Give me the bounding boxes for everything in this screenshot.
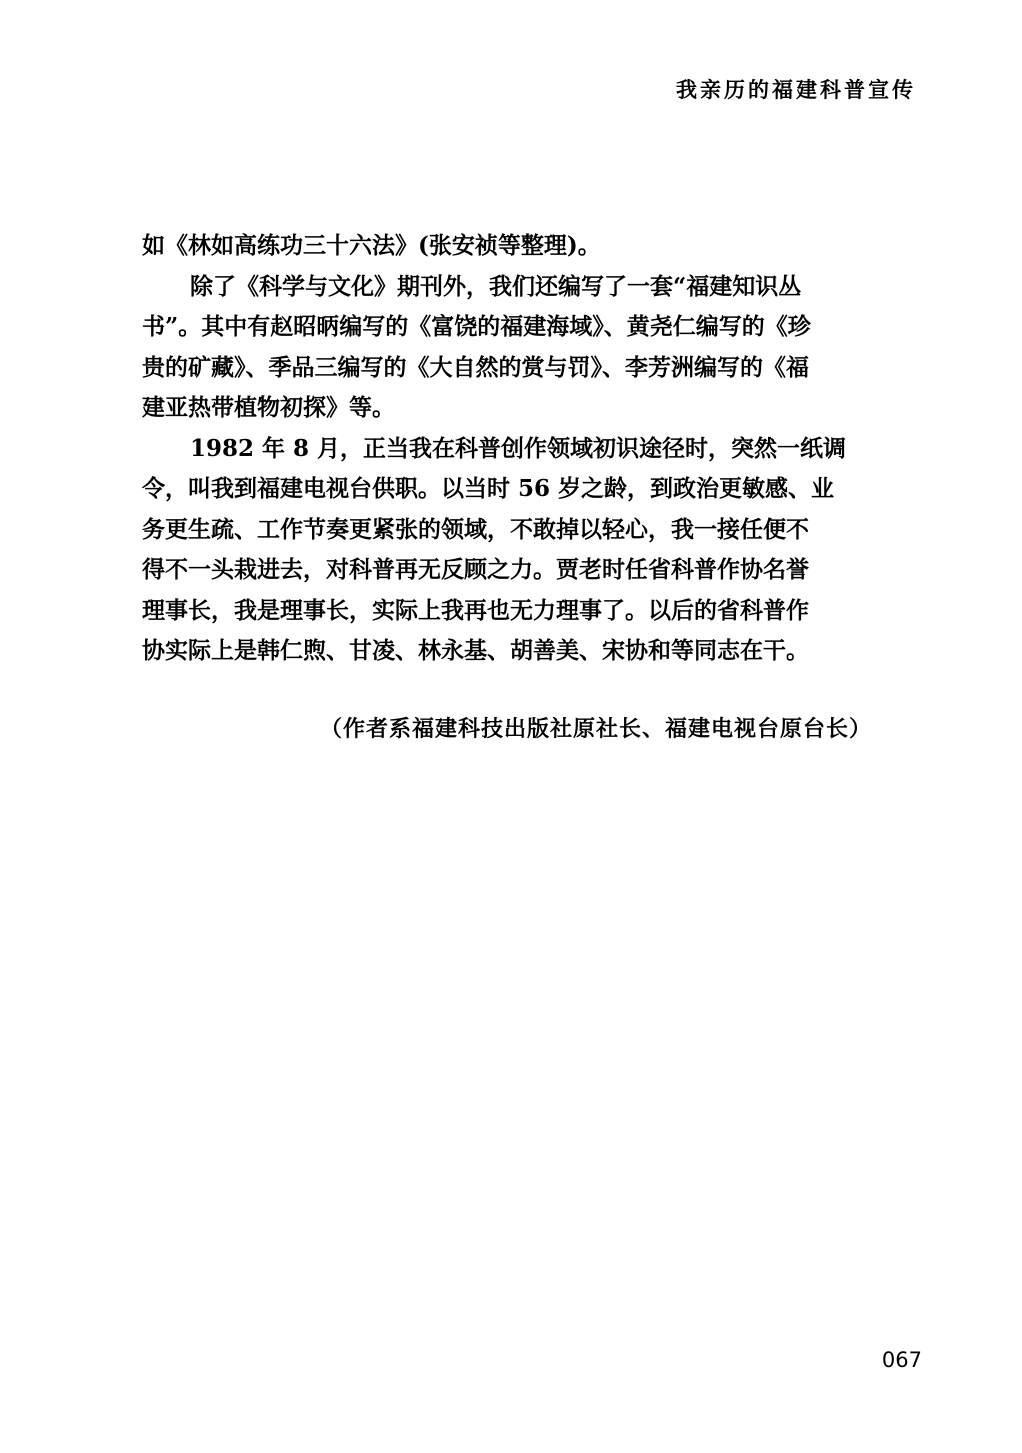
text-line: 1982 年 8 月，正当我在科普创作领域初识途径时，突然一纸调 — [190, 434, 847, 462]
text-line: 令，叫我到福建电视台供职。以当时 56 岁之龄，到政治更敏感、业 — [142, 475, 835, 502]
text-line: 务更生疏、工作节奏更紧张的领域，不敢掉以轻心，我一接任便不 — [142, 515, 809, 543]
running-header: 我亲历的福建科普宣传 — [676, 77, 916, 102]
text-line: 贵的矿藏》、季品三编写的《大自然的赏与罚》、李芳洲编写的《福 — [142, 353, 809, 381]
page-number: 067 — [881, 1348, 922, 1372]
text-line: 除了《科学与文化》期刊外，我们还编写了一套“福建知识丛 — [190, 272, 802, 300]
text-line: 理事长，我是理事长，实际上我再也无力理事了。以后的省科普作 — [142, 596, 809, 624]
text-line: 得不一头栽进去，对科普再无反顾之力。贾老时任省科普作协名誉 — [142, 556, 809, 583]
text-line: 如《林如高练功三十六法》(张安祯等整理)。 — [142, 232, 601, 259]
text-line: 协实际上是韩仁煦、甘凌、林永基、胡善美、宋协和等同志在干。 — [142, 637, 809, 664]
text-line: 书”。其中有赵昭昞编写的《富饶的福建海域》、黄尧仁编写的《珍 — [142, 313, 811, 340]
body-text — [142, 226, 880, 672]
text-line: 建亚热带植物初探》等。 — [142, 394, 395, 421]
author-attribution: （作者系福建科技出版社原社长、福建电视台原台长） — [319, 716, 872, 742]
